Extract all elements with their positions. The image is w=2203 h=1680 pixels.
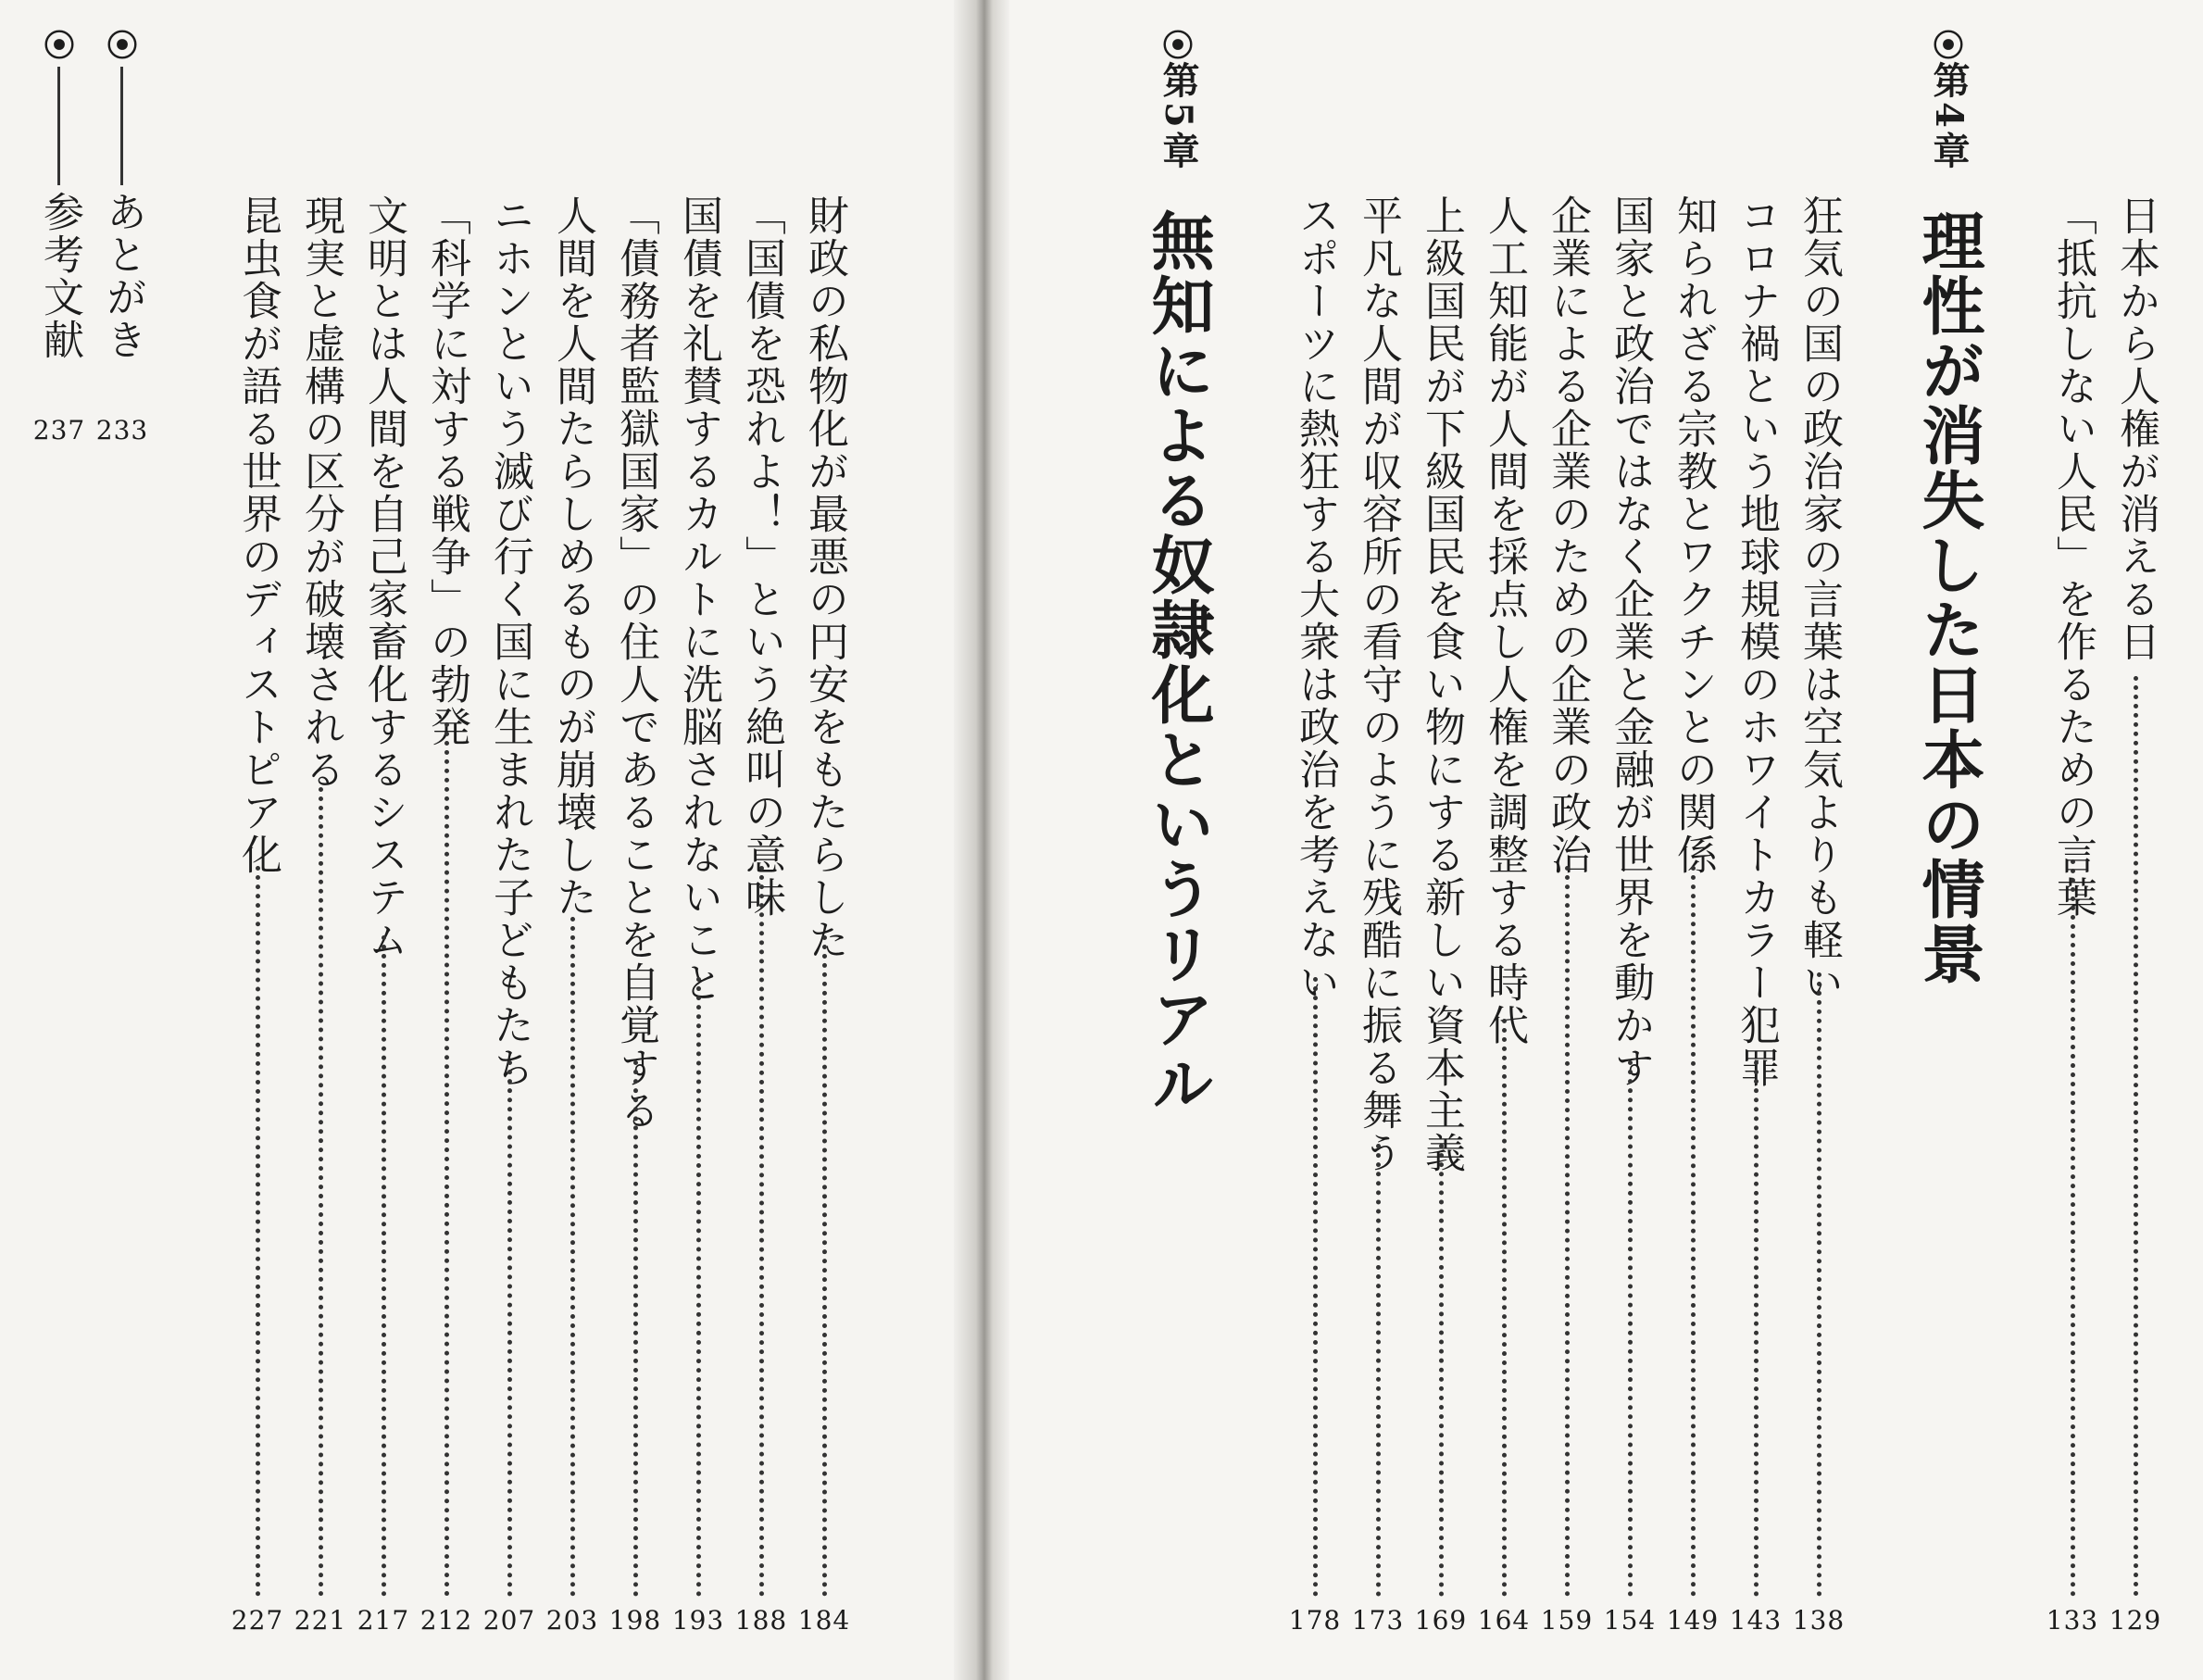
toc-entry-title: 文明とは人間を自己家畜化するシステム [360, 194, 407, 961]
toc-entry-title: 人工知能が人間を採点し人権を調整する時代 [1481, 194, 1528, 1047]
toc-entry-title: あとがき [99, 191, 146, 361]
dot-leader [1439, 1144, 1444, 1597]
toc-entry-page: 129 [2109, 1605, 2162, 1636]
dot-leader [2134, 676, 2138, 1597]
toc-entry-title: 平凡な人間が収容所の看守のように残酷に振る舞う [1355, 194, 1402, 1174]
toc-entry[interactable] [1726, 0, 1785, 1680]
toc-entry-page: 184 [797, 1605, 851, 1636]
toc-entry[interactable] [732, 0, 791, 1680]
chapter-4-title: 理性が消失した日本の情景 [1911, 208, 1985, 986]
toc-entry-title: 国家と政治ではなく企業と金融が世界を動かす [1607, 194, 1654, 1089]
toc-entry[interactable] [1537, 0, 1596, 1680]
toc-entry-page: 133 [2046, 1605, 2099, 1636]
book-gutter [954, 0, 1009, 1680]
toc-entry-title: ニホンという滅び行く国に生まれた子どもたち [486, 194, 533, 1089]
toc-entry-title: 知られざる宗教とワクチンとの関係 [1670, 194, 1717, 876]
dot-leader [1754, 1060, 1759, 1597]
dash-line [57, 67, 60, 185]
dot-leader [1313, 977, 1318, 1597]
dot-leader [822, 935, 827, 1597]
toc-entry-title: 狂気の国の政治家の言葉は空気よりも軽い [1796, 194, 1843, 1004]
dot-leader [319, 787, 323, 1597]
toc-entry-page: 221 [294, 1605, 347, 1636]
toc-entry-page: 154 [1603, 1605, 1657, 1636]
toc-entry-page: 233 [95, 415, 149, 445]
toc-entry-title: 企業による企業のための企業の政治 [1544, 194, 1591, 876]
toc-entry[interactable] [543, 0, 602, 1680]
toc-entry-references[interactable] [30, 0, 89, 1680]
dot-leader [1376, 1144, 1381, 1597]
toc-entry-title: 「抵抗しない人民」を作るための言葉 [2049, 194, 2097, 919]
toc-entry-page: 178 [1288, 1605, 1342, 1636]
toc-entry-title: 人間を人間たらしめるものが崩壊した [549, 194, 596, 919]
toc-entry-page: 188 [734, 1605, 788, 1636]
toc-entry[interactable] [417, 0, 476, 1680]
chapter-5-title: 無知による奴隷化というリアル [1141, 208, 1215, 1116]
toc-entry-title: 「科学に対する戦争」の勃発 [423, 194, 470, 748]
dot-leader [759, 866, 764, 1597]
toc-entry-title: コロナ禍という地球規模のホワイトカラー犯罪 [1733, 194, 1780, 1089]
toc-entry[interactable] [480, 0, 539, 1680]
dot-leader [570, 917, 575, 1597]
dot-leader [1691, 866, 1696, 1597]
toc-entry[interactable] [1285, 0, 1345, 1680]
toc-entry-page: 212 [419, 1605, 473, 1636]
dot-leader [1628, 1060, 1633, 1597]
dot-leader [2071, 859, 2075, 1597]
dot-leader [382, 935, 386, 1597]
toc-entry[interactable] [1411, 0, 1471, 1680]
chapter-5-heading [1141, 0, 1215, 1680]
dash-line [120, 67, 123, 185]
toc-entry-page: 203 [545, 1605, 599, 1636]
dot-leader [1817, 972, 1821, 1597]
toc-entry[interactable] [669, 0, 728, 1680]
toc-entry-page: 227 [231, 1605, 284, 1636]
toc-entry[interactable] [1789, 0, 1848, 1680]
bullseye-icon: ⦿ [1933, 28, 1964, 65]
toc-entry-page: 169 [1414, 1605, 1468, 1636]
toc-entry[interactable] [606, 0, 665, 1680]
toc-entry[interactable] [795, 0, 854, 1680]
toc-entry-title: 日本から人権が消える日 [2112, 194, 2159, 663]
toc-entry-page: 143 [1729, 1605, 1783, 1636]
dot-leader [444, 722, 449, 1597]
toc-entry-page: 237 [32, 415, 86, 445]
bullseye-icon: ⦿ [1162, 28, 1194, 65]
dot-leader [1565, 866, 1570, 1597]
toc-entry-page: 173 [1351, 1605, 1405, 1636]
toc-entry[interactable] [2106, 0, 2165, 1680]
toc-entry[interactable] [1348, 0, 1408, 1680]
toc-entry-title: 現実と虚構の区分が破壊される [297, 194, 344, 791]
toc-entry-afterword[interactable] [93, 0, 152, 1680]
toc-entry[interactable] [291, 0, 350, 1680]
toc-entry-page: 207 [482, 1605, 536, 1636]
chapter-5-number: 第5章 [1157, 61, 1200, 172]
toc-entry-title: 参考文献 [36, 191, 83, 361]
toc-entry-title: 上級国民が下級国民を食い物にする新しい資本主義 [1418, 194, 1465, 1174]
toc-entry-title: 「債務者監獄国家」の住人であることを自覚する [612, 194, 659, 1132]
toc-entry-page: 159 [1540, 1605, 1594, 1636]
toc-entry-title: スポーツに熱狂する大衆は政治を考えない [1292, 194, 1339, 1004]
toc-entry-page: 138 [1792, 1605, 1846, 1636]
toc-entry-page: 198 [608, 1605, 662, 1636]
dot-leader [633, 1060, 638, 1597]
toc-entry[interactable] [1663, 0, 1722, 1680]
toc-entry[interactable] [2043, 0, 2102, 1680]
toc-entry-title: 昆虫食が語る世界のディストピア化 [234, 194, 282, 876]
toc-entry[interactable] [1474, 0, 1533, 1680]
dot-leader [507, 1060, 512, 1597]
toc-entry[interactable] [228, 0, 287, 1680]
toc-entry-title: 財政の私物化が最悪の円安をもたらした [801, 194, 848, 961]
toc-entry-title: 国債を礼賛するカルトに洗脳されないこと [675, 194, 722, 1004]
bullseye-icon: ⦿ [44, 28, 75, 65]
toc-entry-page: 164 [1477, 1605, 1531, 1636]
chapter-4-number: 第4章 [1927, 61, 1971, 172]
bullseye-icon: ⦿ [106, 28, 138, 65]
toc-entry-page: 217 [357, 1605, 410, 1636]
dot-leader [256, 866, 260, 1597]
toc-entry-page: 193 [671, 1605, 725, 1636]
toc-entry[interactable] [1600, 0, 1659, 1680]
dot-leader [1502, 1019, 1507, 1597]
chapter-4-heading [1911, 0, 1985, 1680]
dot-leader [696, 977, 701, 1597]
toc-entry-title: 「国債を恐れよ！」という絶叫の意味 [738, 194, 785, 919]
toc-entry[interactable] [354, 0, 413, 1680]
toc-entry-page: 149 [1666, 1605, 1720, 1636]
